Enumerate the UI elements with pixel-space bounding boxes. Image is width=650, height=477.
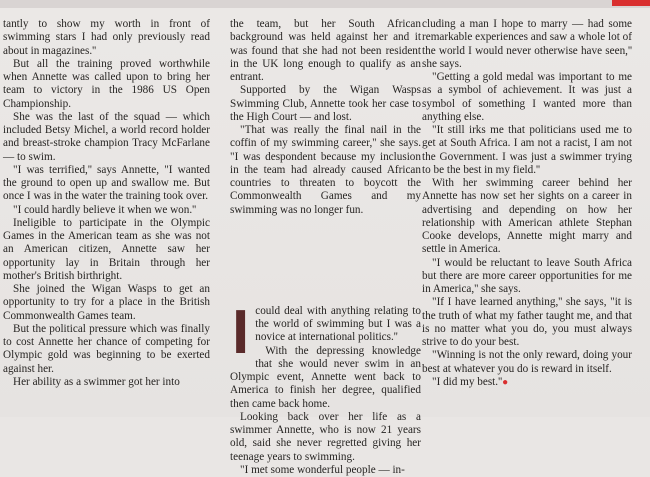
paragraph: cluding a man I hope to marry — had some remarkable experiences and saw a whole lot of the world I would never otherwise have seen,'' she says. (422, 18, 632, 70)
paragraph: "If I have learned anything,'' she says, "it is the truth of what my father taught me, and that is no matter what you do, you must always strive to do your best. (422, 296, 632, 348)
paragraph: With the depressing knowledge that she would never swim in an Olympic event, Annette went back to America to finish her degree, qualified then came back home. (230, 344, 421, 410)
end-mark-icon: ● (502, 376, 509, 388)
paragraph: "That was really the final nail in the coffin of my swimming career,'' she says. "I was despondent because my inclusion in the team had already caused African countries to threaten to boycott the Commonwealth Games and my swimming was no longer fun. (230, 124, 421, 216)
page-top-edge (0, 0, 650, 8)
article-column-2 (230, 18, 421, 477)
paragraph: "I could hardly believe it when we won.'' (13, 203, 197, 216)
article-column-1 (3, 18, 210, 389)
paragraph: "I would be reluctant to leave South Africa but there are more career opportunities for me in America,'' she says. (422, 256, 632, 295)
paragraph: Her ability as a swimmer got her into (13, 375, 180, 388)
paragraph: tantly to show my worth in front of swimming stars I had only previously read about in magazines.'' (3, 18, 210, 57)
closing-paragraph (422, 376, 632, 389)
paragraph: "Getting a gold medal was important to me as a symbol of achievement. It was just a symbol of something I wanted more than anything else. (422, 71, 632, 123)
paragraph: With her swimming career behind her Annette has now set her sights on a career in advertising and depending on how her relationship with American athlete Stephan Cooke develops, Annette might marry and settle in America. (422, 177, 632, 256)
column-spacer (230, 217, 421, 305)
paragraph: Supported by the Wigan Wasps Swimming Club, Annette took her case to the High Court — and lost. (230, 84, 421, 123)
paragraph: the team, but her South African background was held against her and it was found that she had not been resident in the UK long enough to qualify as an entrant. (230, 18, 421, 83)
paragraph: Looking back over her life as a swimmer Annette, who is now 21 years old, said she never regretted giving her teenage years to swimming. (230, 410, 421, 463)
paragraph: She joined the Wigan Wasps to get an opportunity to try for a place in the British Commonwealth Games team. (3, 283, 210, 322)
paragraph: But the political pressure which was finally to cost Annette her chance of competing for Olympic gold was beginning to be exerted against her. (3, 322, 210, 375)
paragraph: Ineligible to participate in the Olympic Games in the American team as she was not an American citizen, Annette saw her opportunity lay in Britain through her mother's British birthright. (3, 216, 210, 282)
paragraph: But all the training proved worthwhile when Annette was called upon to bring her team to victory in the 1986 US Open Championship. (3, 57, 210, 110)
pull-quote-text: could deal with anything relating to the world of swimming but I was a novice at international politics.'' (255, 304, 421, 344)
article-column-3 (422, 18, 632, 389)
paragraph: "Winning is not the only reward, doing your best at whatever you do is reward in itself. (422, 349, 632, 375)
paragraph: She was the last of the squad — which included Betsy Michel, a world record holder and breast-stroke champion Tracy McFarlane — to swim. (3, 110, 210, 163)
drop-cap: I (232, 297, 250, 367)
paragraph: "It still irks me that politicians used me to get at South Africa. I am not a racist, I am not the Government. I was just a swimmer trying to be the best in my field.'' (422, 124, 632, 176)
article-page (0, 8, 650, 476)
paragraph: "I was terrified,'' says Annette, "I wanted the ground to open up and swallow me. But once I was in the water the training took over. (3, 163, 210, 203)
paragraph: "I met some wonderful people — in- (240, 463, 405, 476)
red-corner-stripe (612, 0, 650, 6)
closing-quote: "I did my best.'' (432, 375, 503, 388)
pull-quote (230, 297, 421, 367)
